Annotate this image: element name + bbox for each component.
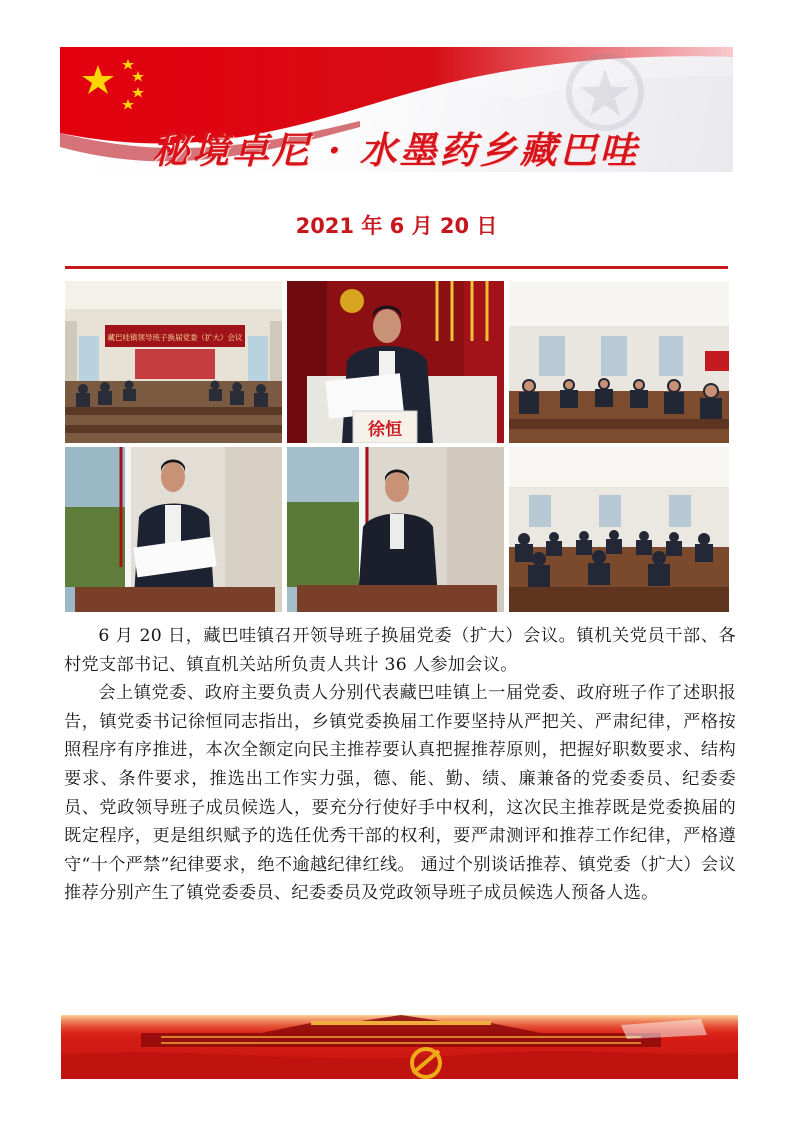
national-emblem-icon bbox=[340, 289, 364, 313]
footer-banner bbox=[61, 1015, 738, 1079]
header-banner bbox=[60, 47, 733, 172]
article-paragraph-2: 会上镇党委、政府主要负责人分别代表藏巴哇镇上一届党委、政府班子作了述职报告，镇党委书记徐恒同志指出，乡镇党委换届工作要坚持从严把关、严肃纪律，严格按照程序有序推进，本次全额定向民主推荐要认真把握推荐原则，把握好职数要求、结构要求、条件要求，推选出工作实力强，德、能、勤、绩、廉兼备的党委委员、纪委委员、党政领导班子成员候选人，要充分行使好手中权利，这次民主推荐既是党委换届的既定程序，更是组织赋予的选任优秀干部的权利，要严肃测评和推荐工作纪律，严格遵守“十个严禁”纪律要求，绝不逾越纪律红线。 通过个别谈话推荐、镇党委（扩大）会议推荐分别产生了镇党委委员、纪委委员及党政领导班子成员候选人预备人选。 bbox=[64, 683, 736, 904]
red-divider bbox=[65, 266, 728, 269]
article-body bbox=[64, 622, 736, 908]
issue-date: 2021 年 6 月 20 日 bbox=[295, 214, 498, 238]
photo-attendees-right bbox=[509, 281, 729, 443]
photo-meeting-hall bbox=[65, 281, 282, 443]
hall-banner-text: 藏巴哇镇领导班子换届党委（扩大）会议 bbox=[107, 333, 243, 342]
photo-speaker-window-2 bbox=[287, 447, 504, 612]
photo-attendees-hall bbox=[509, 447, 729, 612]
article-paragraph-1: 6 月 20 日，藏巴哇镇召开领导班子换届党委（扩大）会议。镇机关党员干部、各村党支部书记、镇直机关站所负责人共计 36 人参加会议。 bbox=[64, 626, 736, 675]
photo-speaker-xu bbox=[287, 281, 504, 443]
banner-title: 秘境卓尼 · 水墨药乡藏巴哇 bbox=[152, 128, 640, 172]
tiananmen-graphic bbox=[61, 1015, 738, 1079]
nameplate-text: 徐恒 bbox=[368, 420, 402, 440]
photo-speaker-window-1 bbox=[65, 447, 282, 612]
